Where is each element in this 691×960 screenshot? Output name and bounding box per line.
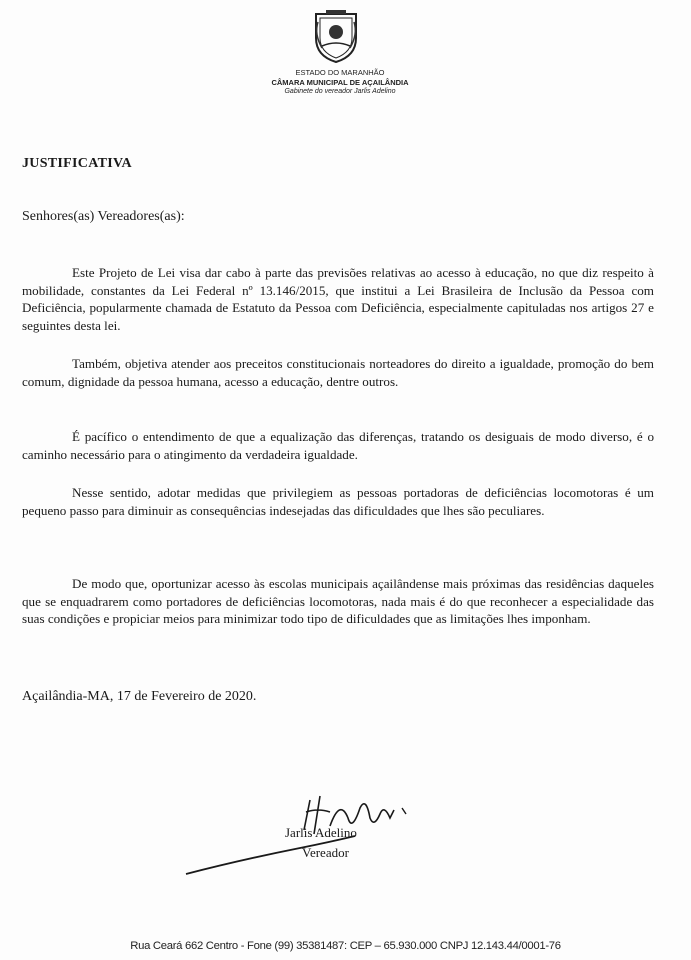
paragraph-5: De modo que, oportunizar acesso às escolas municipais açailândense mais próximas das residências daqueles que se enquadrarem como portadores de deficiências locomotoras, nada mais é do que reconhecer a especialidade das suas condições e propiciar meios para minimizar todo tipo de dificuldades que as limitações lhes imponham.: [22, 576, 654, 626]
footer-address: Rua Ceará 662 Centro - Fone (99) 35381487: CEP – 65.930.000 CNPJ 12.143.44/0001-76: [130, 940, 561, 952]
paragraph-2: Também, objetiva atender aos preceitos constitucionais norteadores do direito a igualdade, promoção do bem comum, dignidade da pessoa humana, acesso a educação, dentre outros.: [22, 356, 654, 389]
municipal-seal-logo: [312, 8, 360, 64]
paragraph-3: É pacífico o entendimento de que a equalização das diferenças, tratando os desiguais de modo diverso, é o caminho necessário para o atingimento da verdadeira igualdade.: [22, 429, 654, 462]
signer-name: Jarlis Adelino: [285, 825, 357, 840]
document-title: JUSTIFICATIVA: [22, 156, 132, 171]
salutation: Senhores(as) Vereadores(as):: [22, 209, 185, 224]
header-chamber: CÂMARA MUNICIPAL DE AÇAILÂNDIA: [271, 78, 409, 87]
paragraph-1: Este Projeto de Lei visa dar cabo à parte das previsões relativas ao acesso à educação, no que diz respeito à mobilidade, constantes da Lei Federal nº 13.146/2015, que institui a Lei Brasileira de Inclusão da Pessoa com Deficiência, popularmente chamada de Estatuto da Pessoa com Deficiência, especialmente capituladas nos artigos 27 e seguintes desta lei.: [22, 265, 654, 333]
header-state: ESTADO DO MARANHÃO: [295, 68, 385, 77]
date-line: Açailândia-MA, 17 de Fevereiro de 2020.: [22, 689, 257, 704]
header-office: Gabinete do vereador Jarlis Adelino: [284, 88, 396, 95]
signer-role: Vereador: [302, 845, 349, 860]
paragraph-4: Nesse sentido, adotar medidas que privilegiem as pessoas portadoras de deficiências locomotoras é um pequeno passo para diminuir as consequências indesejadas das dificuldades que lhes são peculiares.: [22, 485, 654, 518]
